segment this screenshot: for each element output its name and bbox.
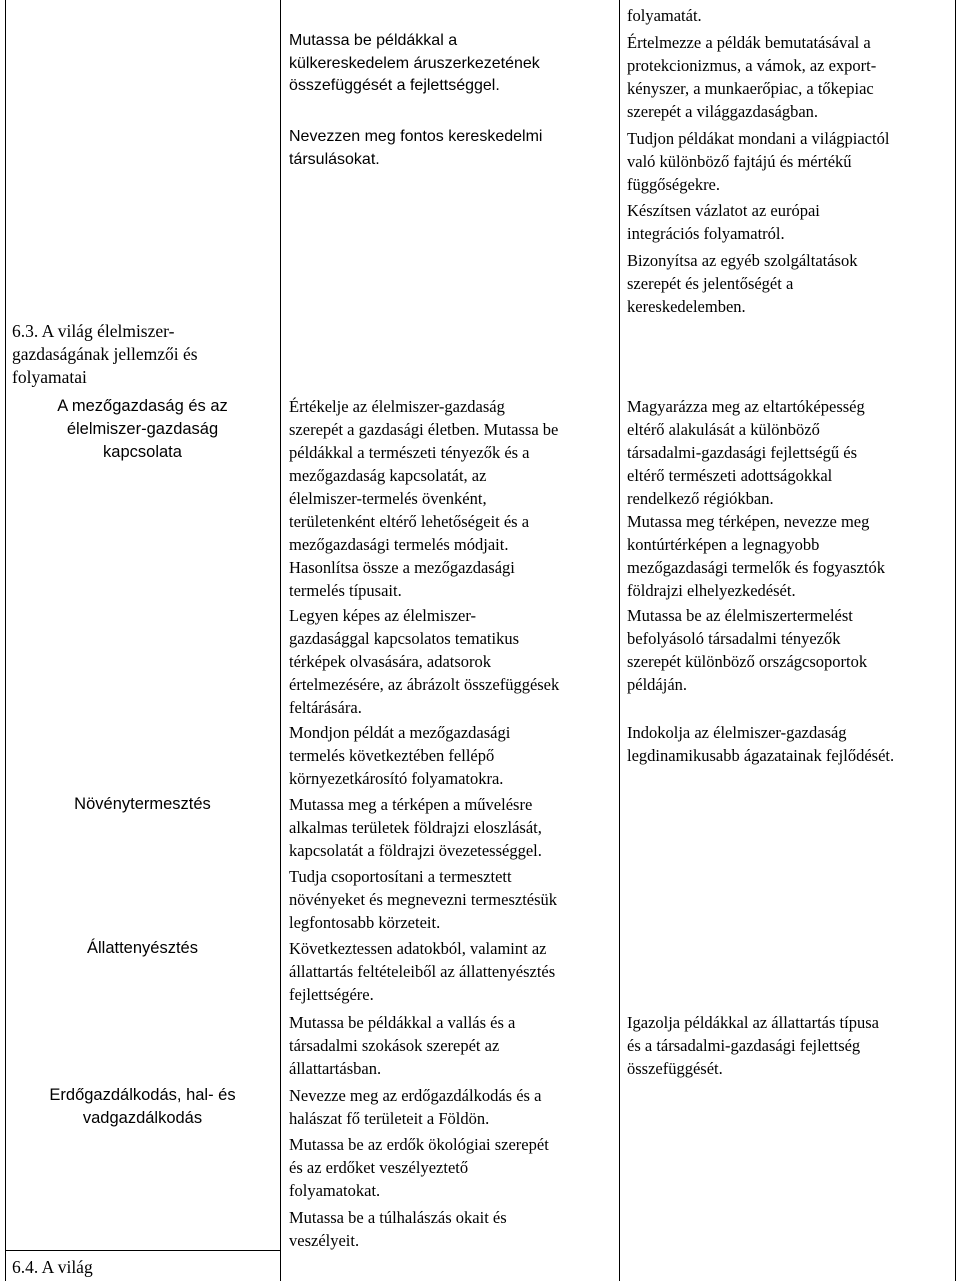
- table-border-right: [955, 0, 956, 1281]
- requirement-text: Legyen képes az élelmiszer- gazdasággal kapcsolatos tematikus térképek olvasására, adatsorok értelmezésére, az ábrázolt összefüggések feltárására.: [289, 606, 560, 717]
- subtopic-forestry-fishing-hunting: Erdőgazdálkodás, hal- és vadgazdálkodás: [49, 1086, 236, 1127]
- section-title-6-3: 6.3. A világ élelmiszer- gazdaságának jellemzői és folyamatai: [12, 321, 198, 387]
- requirement-text: folyamatát.: [627, 6, 702, 25]
- table-column-divider-1: [280, 0, 281, 1281]
- requirement-text: Értékelje az élelmiszer-gazdaság szerepét a gazdasági életben. Mutassa be példákkal a természeti tényezők és a mezőgazdaság kapcsolatát, az élelmiszer-termelés övenként, területenként eltérő lehetőségeit és a mezőgazdasági termelés módjait. Hasonlítsa össze a mezőgazdasági termelés típusait.: [289, 397, 559, 600]
- requirement-text: Nevezze meg az erdőgazdálkodás és a halászat fő területeit a Földön.: [289, 1086, 542, 1128]
- requirement-text: Magyarázza meg az eltartóképesség eltérő alakulását a különböző társadalmi-gazdasági fejlettségű és eltérő természeti adottságokkal rendelkező régiókban. Mutassa meg térképen, nevezze meg kontúrtérképen a legnagyobb mezőgazdasági termelők és fogyasztók földrajzi elhelyezkedését.: [627, 397, 885, 600]
- requirement-text: Következtessen adatokból, valamint az állattartás feltételeiből az állattenyésztés fejlettségére.: [289, 939, 556, 1004]
- requirement-text: Nevezzen meg fontos kereskedelmi társulásokat.: [289, 128, 543, 168]
- requirement-text: Igazolja példákkal az állattartás típusa és a társadalmi-gazdasági fejlettség összefüggését.: [627, 1013, 879, 1078]
- table-column-divider-2: [619, 0, 620, 1281]
- table-border-left: [5, 0, 6, 1281]
- requirement-text: Mutassa meg a térképen a művelésre alkalmas területek földrajzi eloszlását, kapcsolatát a földrajzi övezetességgel.: [289, 795, 542, 860]
- requirement-text: Tudjon példákat mondani a világpiactól való különböző fajtájú és mértékű függőségekre.: [627, 129, 890, 194]
- requirement-text: Mutassa be példákkal a vallás és a társadalmi szokások szerepét az állattartásban.: [289, 1013, 516, 1078]
- requirement-text: Készítsen vázlatot az európai integrációs folyamatról.: [627, 201, 820, 243]
- requirement-text: Indokolja az élelmiszer-gazdaság legdinamikusabb ágazatainak fejlődését.: [627, 723, 895, 765]
- section-title-6-4: 6.4. A világ: [12, 1257, 93, 1277]
- requirement-text: Mutassa be az erdők ökológiai szerepét és az erdőket veszélyeztető folyamatokat.: [289, 1135, 549, 1200]
- requirement-text: Mutassa be az élelmiszertermelést befolyásoló társadalmi tényezők szerepét különböző országcsoportok példáján.: [627, 606, 868, 694]
- requirement-text: Mutassa be példákkal a külkereskedelem áruszerkezetének összefüggését a fejlettséggel.: [289, 32, 540, 94]
- subtopic-livestock: Állattenyésztés: [87, 939, 198, 957]
- requirement-text: Értelmezze a példák bemutatásával a protekcionizmus, a vámok, az export- kényszer, a munkaerőpiac, a tőkepiac szerepét a világgazdaságban.: [627, 33, 877, 121]
- subtopic-crop-production: Növénytermesztés: [74, 795, 211, 813]
- requirement-text: Bizonyítsa az egyéb szolgáltatások szerepét és jelentőségét a kereskedelemben.: [627, 251, 858, 316]
- section-divider: [5, 1250, 280, 1251]
- requirement-text: Mutassa be a túlhalászás okait és veszélyeit.: [289, 1208, 507, 1250]
- requirement-text: Tudja csoportosítani a termesztett növényeket és megnevezni termesztésük legfontosabb körzeteit.: [289, 867, 558, 932]
- subtopic-agriculture-food-economy: A mezőgazdaság és az élelmiszer-gazdaság kapcsolata: [57, 397, 228, 461]
- requirement-text: Mondjon példát a mezőgazdasági termelés következtében fellépő környezetkárosító folyamatokra.: [289, 723, 511, 788]
